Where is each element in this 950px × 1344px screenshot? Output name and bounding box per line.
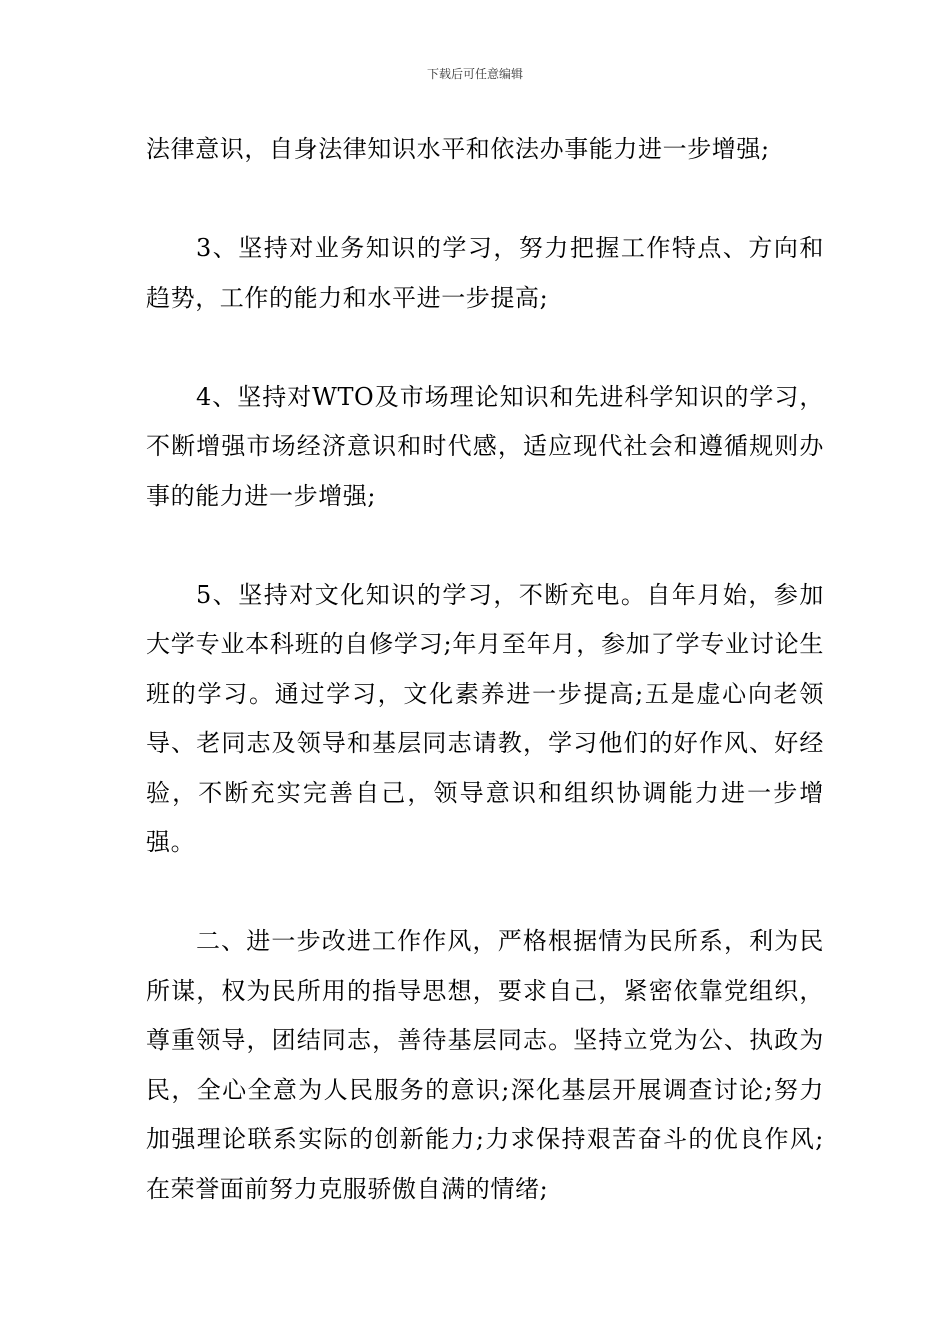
paragraph-section-2: 二、进一步改进工作作风，严格根据情为民所系，利为民所谋，权为民所用的指导思想，要求自己，紧密依靠党组织，尊重领导，团结同志，善待基层同志。坚持立党为公、执政为民，全心全意为人民服务的意识;深化基层开展调查讨论;努力加强理论联系实际的创新能力;力求保持艰苦奋斗的优良作风;在荣誉面前努力克服骄傲自满的情绪; — [146, 927, 824, 1203]
paragraph-item-3: 3、坚持对业务知识的学习，努力把握工作特点、方向和趋势，工作的能力和水平进一步提高; — [146, 234, 824, 312]
paragraph-item-4: 4、坚持对WTO及市场理论知识和先进科学知识的学习，不断增强市场经济意识和时代感，适应现代社会和遵循规则办事的能力进一步增强; — [146, 382, 824, 510]
paragraph-continuation: 法律意识，自身法律知识水平和依法办事能力进一步增强; — [146, 135, 770, 163]
page-header: 下载后可任意编辑 — [426, 67, 523, 81]
paragraph-item-5: 5、坚持对文化知识的学习，不断充电。自年月始，参加大学专业本科班的自修学习;年月至年月，参加了学专业讨论生班的学习。通过学习，文化素养进一步提高;五是虚心向老领导、老同志及领导和基层同志请教，学习他们的好作风、好经验，不断充实完善自己，领导意识和组织协调能力进一步增强。 — [146, 580, 824, 856]
document-body — [146, 125, 824, 1214]
